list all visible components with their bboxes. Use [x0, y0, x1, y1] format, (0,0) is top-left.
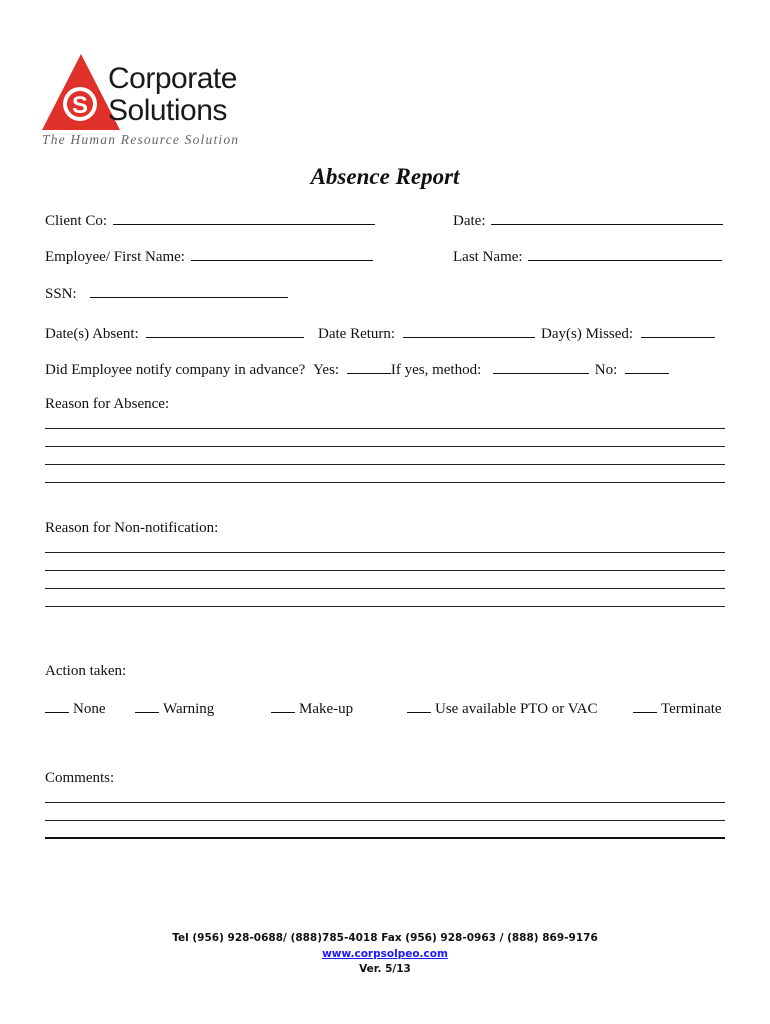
date-return-label: Date Return:: [318, 326, 396, 342]
action-none-label: None: [73, 701, 106, 717]
checkbox-blank[interactable]: [633, 700, 657, 713]
action-pto-label: Use available PTO or VAC: [435, 701, 598, 717]
reason-nonnotification-label: Reason for Non-notification:: [45, 520, 219, 536]
action-makeup-label: Make-up: [299, 701, 354, 717]
notify-yes-field[interactable]: [347, 361, 391, 374]
action-warning-label: Warning: [163, 701, 215, 717]
date-label: Date:: [453, 213, 486, 229]
employee-first-name-label: Employee/ First Name:: [45, 249, 185, 265]
comments-label: Comments:: [45, 770, 115, 786]
dates-absent-label: Date(s) Absent:: [45, 326, 139, 342]
notify-yes-label: Yes:: [313, 362, 340, 378]
notify-no-label: No:: [594, 362, 618, 378]
reason-nonnotification-line[interactable]: [45, 588, 725, 589]
notify-no-field[interactable]: [625, 361, 669, 374]
reason-absence-line[interactable]: [45, 482, 725, 483]
reason-absence-label: Reason for Absence:: [45, 396, 170, 412]
reason-absence-line[interactable]: [45, 428, 725, 429]
reason-absence-line[interactable]: [45, 464, 725, 465]
date-return-field[interactable]: [318, 325, 535, 342]
reason-absence-line[interactable]: [45, 446, 725, 447]
ssn-field[interactable]: [45, 285, 288, 302]
days-missed-label: Day(s) Missed:: [541, 326, 634, 342]
checkbox-blank[interactable]: [407, 700, 431, 713]
brand-name-line1: Corporate: [108, 62, 237, 95]
comments-line[interactable]: [45, 837, 725, 839]
reason-nonnotification-line[interactable]: [45, 552, 725, 553]
employee-first-name-field[interactable]: [45, 248, 373, 265]
action-pto-option[interactable]: [407, 700, 598, 717]
client-co-field[interactable]: [45, 212, 375, 229]
footer-website-row: [0, 948, 770, 960]
checkbox-blank[interactable]: [135, 700, 159, 713]
brand-name-line2: Solutions: [108, 94, 227, 127]
action-makeup-option[interactable]: [271, 700, 353, 717]
ssn-label: SSN:: [45, 286, 77, 302]
footer-website-link[interactable]: www.corpsolpeo.com: [322, 948, 448, 960]
page-title: Absence Report: [310, 164, 460, 189]
date-field[interactable]: [453, 212, 723, 229]
method-field[interactable]: [493, 361, 589, 374]
comments-line[interactable]: [45, 820, 725, 821]
brand-tagline: The Human Resource Solution: [42, 132, 240, 147]
logo-letter: S: [71, 92, 89, 119]
reason-nonnotification-line[interactable]: [45, 570, 725, 571]
notify-question: [45, 361, 669, 378]
action-warning-option[interactable]: [135, 700, 214, 717]
footer-contact: Tel (956) 928-0688/ (888)785-4018 Fax (956) 928-0963 / (888) 869-9176: [172, 932, 598, 944]
comments-line[interactable]: [45, 802, 725, 803]
action-terminate-option[interactable]: [633, 700, 722, 717]
checkbox-blank[interactable]: [45, 700, 69, 713]
client-co-label: Client Co:: [45, 213, 108, 229]
footer-version: Ver. 5/13: [359, 963, 411, 975]
notify-question-label: Did Employee notify company in advance?: [45, 362, 306, 378]
action-none-option[interactable]: [45, 700, 106, 717]
last-name-label: Last Name:: [453, 249, 523, 265]
last-name-field[interactable]: [453, 248, 722, 265]
checkbox-blank[interactable]: [271, 700, 295, 713]
dates-absent-field[interactable]: [45, 325, 304, 342]
if-yes-method-label: If yes, method:: [390, 362, 482, 378]
reason-nonnotification-line[interactable]: [45, 606, 725, 607]
days-missed-field[interactable]: [541, 325, 715, 342]
action-terminate-label: Terminate: [661, 701, 722, 717]
action-taken-label: Action taken:: [45, 663, 127, 679]
